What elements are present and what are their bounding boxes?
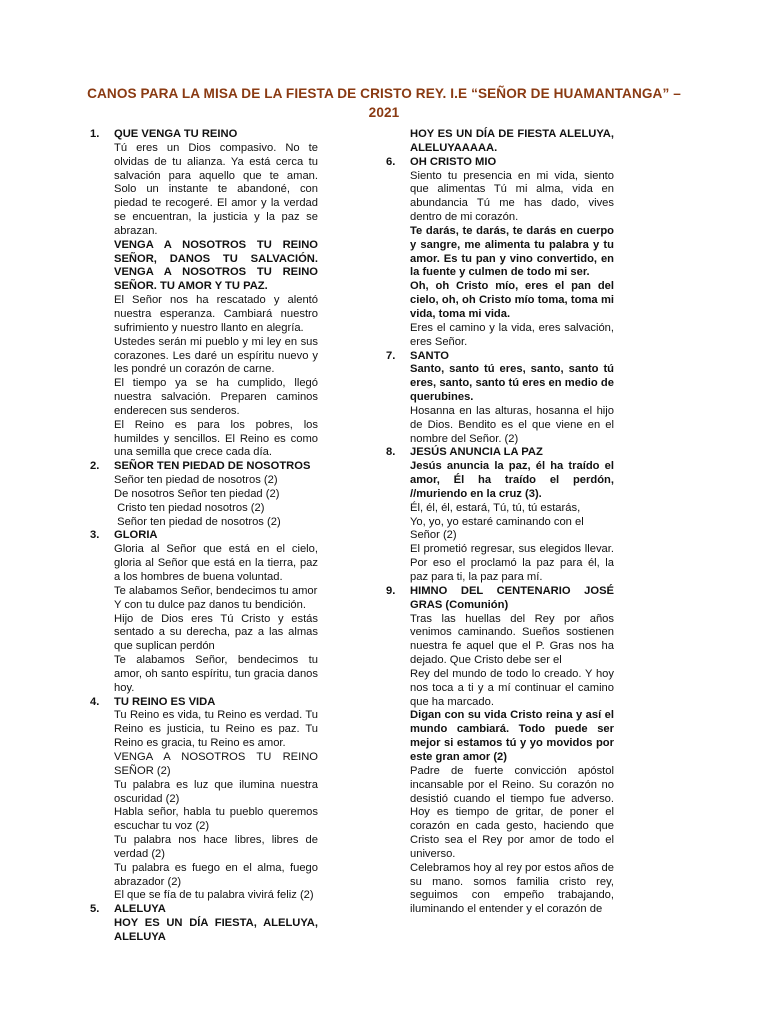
song-heading: [90, 903, 318, 917]
song-number: 1.: [90, 128, 100, 140]
song-heading: [386, 585, 614, 613]
song-title: QUE VENGA TU REINO: [114, 128, 238, 140]
song-heading: [386, 156, 614, 170]
chorus: VENGA A NOSOTROS TU REINO SEÑOR (2): [114, 750, 318, 777]
song-aleluya: [90, 903, 318, 945]
verse: Rey del mundo de todo lo creado. Y hoy nos toca a ti y a mí continuar el camino que ha marcado.: [410, 667, 614, 708]
lyric-line: Cristo ten piedad nosotros (2): [114, 501, 265, 514]
song-heading: [90, 128, 318, 142]
verse: El tiempo ya se ha cumplido, llegó nuestra salvación. Preparen caminos enderecen sus senderos.: [114, 377, 318, 417]
right-column: [386, 128, 614, 917]
chorus: VENGA A NOSOTROS TU REINO SEÑOR, DANOS TU SALVACIÓN. VENGA A NOSOTROS TU REINO SEÑOR. TU AMOR Y TU PAZ.: [114, 238, 318, 293]
song-que-venga-tu-reino: [90, 128, 318, 460]
chorus: Santo, santo tú eres, santo, santo tú eres, santo, santo tú eres en medio de querubines.: [410, 363, 614, 404]
verse: Tú eres un Dios compasivo. No te olvidas de tu alianza. Ya está cerca tu salvación para aquello que te aman. Solo un instante te abandoné, con piedad te recogeré. El amor y la verdad se encuentran, la justicia y la paz se abrazan.: [114, 141, 318, 237]
song-number: 5.: [90, 903, 100, 916]
verse: El Señor nos ha rescatado y alentó nuestra esperanza. Cambiará nuestro sufrimiento y nuestro llanto en alegría.: [114, 294, 318, 334]
song-number: 3.: [90, 529, 100, 542]
song-title: SEÑOR TEN PIEDAD DE NOSOTROS: [114, 460, 311, 473]
verse: Tu palabra es fuego en el alma, fuego abrazador (2): [114, 861, 318, 888]
verse: Ustedes serán mi pueblo y mi ley en sus corazones. Les daré un espíritu nuevo y les pondré un corazón de carne.: [114, 335, 318, 376]
chorus: HOY ES UN DÍA FIESTA, ALELUYA, ALELUYA: [114, 917, 318, 943]
song-title: HIMNO DEL CENTENARIO JOSÉ GRAS (Comunión): [410, 584, 614, 611]
verse: El prometió regresar, sus elegidos llevar. Por eso el proclamó la paz para él, la paz para ti, la paz para mí.: [410, 543, 614, 583]
song-gloria: [90, 529, 318, 695]
song-jesus-anuncia-la-paz: [386, 446, 614, 584]
verse: Yo, yo, yo estaré caminando con el Señor (2): [410, 515, 584, 542]
song-heading: [386, 350, 614, 364]
song-lyrics: [410, 613, 614, 918]
song-title: OH CRISTO MIO: [410, 155, 497, 168]
verse: Gloria al Señor que está en el cielo, gloria al Señor que está en la tierra, paz a los hombres de buena voluntad.: [114, 543, 318, 583]
song-lyrics: [410, 170, 614, 350]
verse: Tu palabra es luz que ilumina nuestra oscuridad (2): [114, 778, 318, 805]
aleluya-continuation: HOY ES UN DÍA DE FIESTA ALELUYA, ALELUYAAAAA.: [410, 128, 614, 154]
lyric-line: Señor ten piedad de nosotros (2): [114, 515, 281, 528]
song-oh-cristo-mio: [386, 156, 614, 350]
song-himno-centenario: [386, 585, 614, 917]
song-heading: [90, 696, 318, 710]
verse: Hijo de Dios eres Tú Cristo y estás sentado a su derecha, paz a las almas que suplican perdón: [114, 612, 318, 653]
song-number: 7.: [386, 349, 396, 362]
song-lyrics: [114, 917, 318, 945]
left-column: [90, 128, 318, 945]
verse: Tu Reino es vida, tu Reino es verdad. Tu Reino es justicia, tu Reino es paz. Tu Reino es gracia, tu Reino es amor.: [114, 709, 318, 750]
verse: Padre de fuerte convicción apóstol incansable por el Reino. Su corazón no desistió cuando el tiempo fue adverso. Hoy es tiempo de gritar, de poner el corazón en cada gesto, haciendo que Cristo sea el Rey por amor de todo el universo.: [410, 764, 614, 860]
song-lyrics: [114, 474, 318, 529]
song-title: ALELUYA: [114, 903, 166, 916]
verse: Hosanna en las alturas, hosanna el hijo de Dios. Bendito es el que viene en el nombre del Señor. (2): [410, 404, 614, 445]
song-number: 4.: [90, 695, 100, 708]
song-title: TU REINO ES VIDA: [114, 695, 216, 708]
song-senor-ten-piedad: [90, 460, 318, 529]
verse: El Reino es para los pobres, los humildes y sencillos. El Reino es como una semilla que crece cada día.: [114, 418, 318, 459]
song-heading: [386, 446, 614, 460]
song-santo: [386, 350, 614, 447]
song-lyrics: [410, 363, 614, 446]
chorus: Jesús anuncia la paz, él ha traído el amor, Él ha traído el perdón, //muriendo en la cruz (3).: [410, 460, 614, 500]
song-lyrics: [114, 709, 318, 903]
verse: Habla señor, habla tu pueblo queremos escuchar tu voz (2): [114, 806, 318, 833]
song-number: 8.: [386, 446, 396, 459]
song-number: 2.: [90, 460, 100, 473]
verse: El que se fía de tu palabra vivirá feliz (2): [114, 889, 314, 902]
chorus: Te darás, te darás, te darás en cuerpo y sangre, me alimenta tu palabra y tu amor. Es tu pan y vino convertido, en la fuente y culmen de todo mi ser.: [410, 224, 614, 279]
song-tu-reino-es-vida: [90, 696, 318, 904]
verse: Te alabamos Señor, bendecimos tu amor: [114, 584, 318, 597]
song-heading: [90, 460, 318, 474]
chorus: Digan con su vida Cristo reina y así el mundo cambiará. Todo puede ser mejor si estamos tú y yo movidos por este gran amor (2): [410, 709, 614, 763]
document-title: CANOS PARA LA MISA DE LA FIESTA DE CRISTO REY. I.E “SEÑOR DE HUAMANTANGA” – 2021: [87, 86, 681, 120]
lyric-line: Señor ten piedad de nosotros (2): [114, 474, 278, 487]
song-lyrics: [410, 460, 614, 585]
verse: Eres el camino y la vida, eres salvación, eres Señor.: [410, 321, 614, 348]
verse: Te alabamos Señor, bendecimos tu amor, oh santo espíritu, tun gracia danos hoy.: [114, 654, 318, 694]
chorus: Oh, oh Cristo mío, eres el pan del cielo, oh, oh Cristo mío toma, toma mi vida, toma mi vida.: [410, 280, 614, 320]
verse: Siento tu presencia en mi vida, siento que alimentas Tú mi alma, vida en abundancia Tú me has dado, vives dentro de mi corazón.: [410, 169, 614, 224]
verse: Tu palabra nos hace libres, libres de verdad (2): [114, 834, 318, 860]
song-heading: [90, 529, 318, 543]
lyric-line: De nosotros Señor ten piedad (2): [114, 487, 280, 500]
song-number: 6.: [386, 155, 396, 168]
song-title: JESÚS ANUNCIA LA PAZ: [410, 446, 543, 459]
verse: Tras las huellas del Rey por años venimos caminando. Sueños sostienen nuestra fe aquel que el P. Gras nos ha dejado. Que Cristo debe ser el: [410, 612, 614, 667]
song-title: GLORIA: [114, 529, 158, 542]
verse: Celebramos hoy al rey por estos años de su mano. somos familia cristo rey, seguimos con empeño trabajando, iluminando el entender y el corazón de: [410, 861, 614, 916]
song-lyrics: [114, 142, 318, 460]
verse: Él, él, él, estará, Tú, tú, tú estarás,: [410, 501, 581, 514]
song-title: SANTO: [410, 349, 449, 362]
song-number: 9.: [386, 584, 396, 597]
song-lyrics: [114, 543, 318, 695]
verse: Y con tu dulce paz danos tu bendición.: [114, 598, 306, 611]
